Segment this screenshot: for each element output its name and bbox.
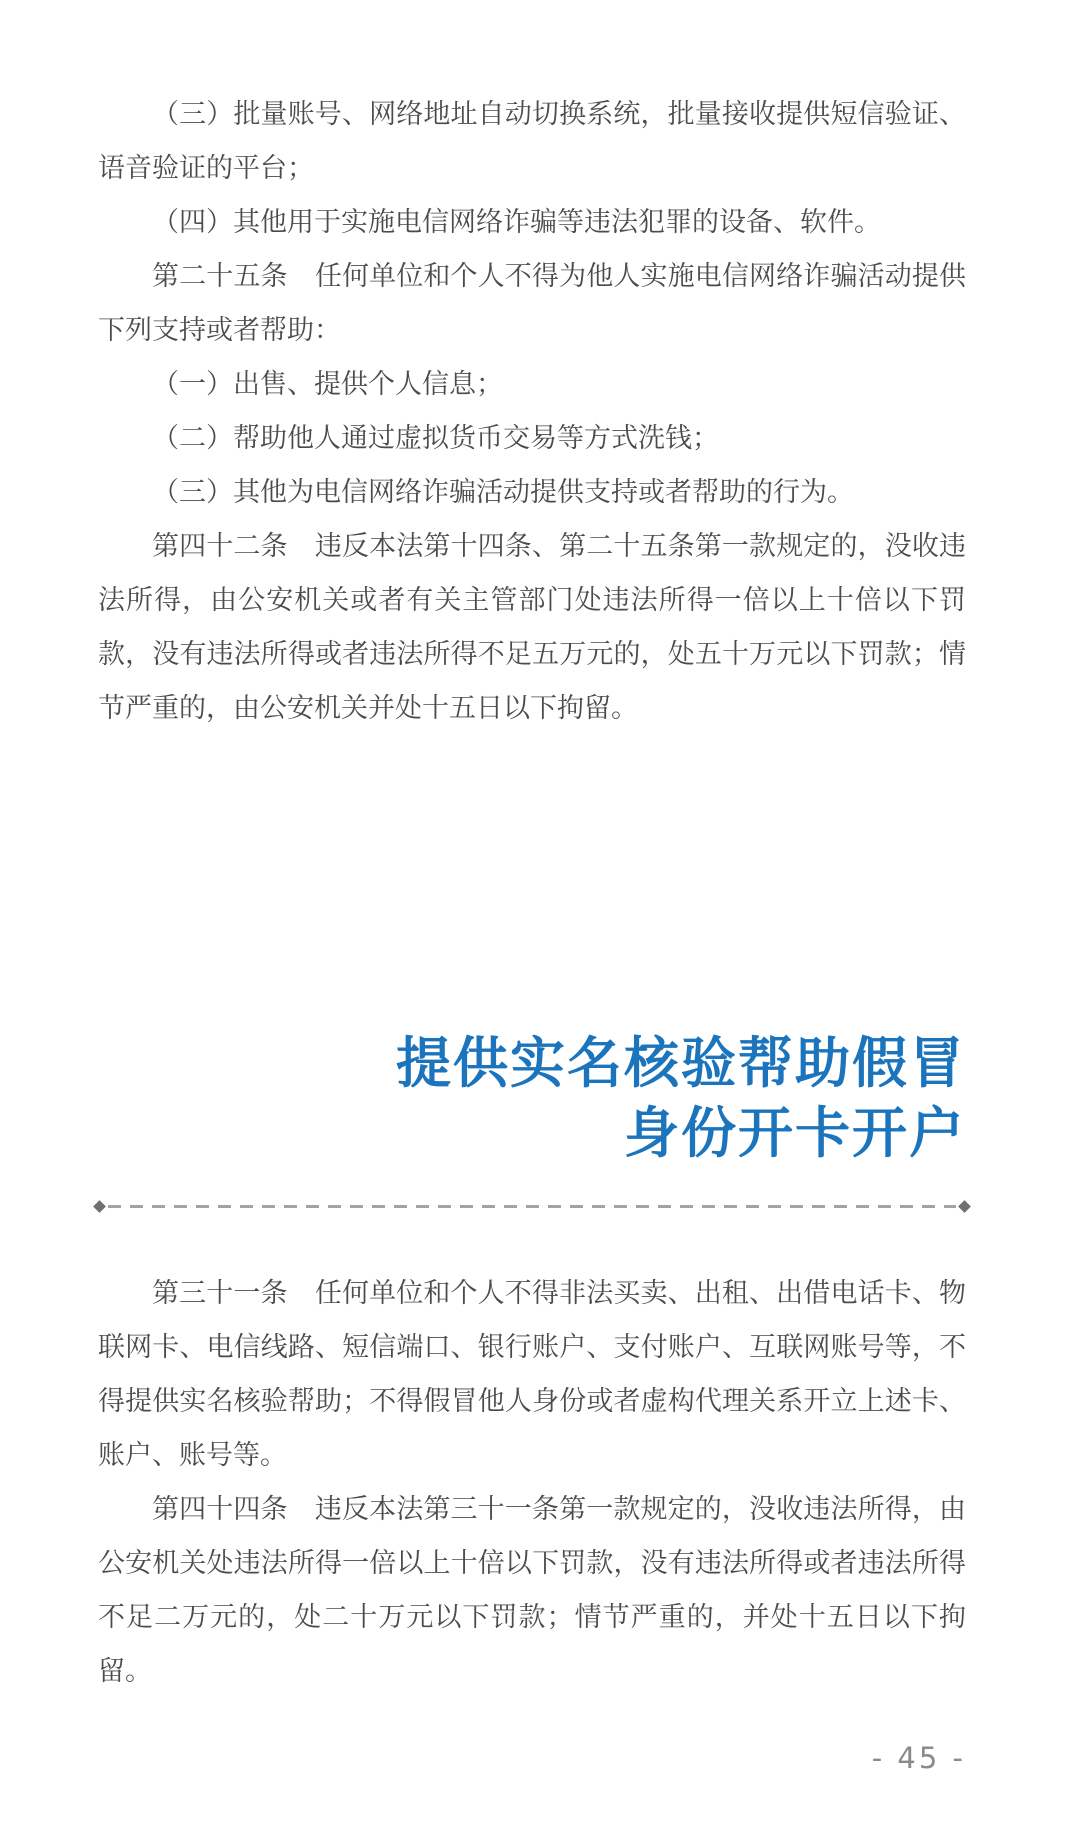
dashed-separator	[95, 1201, 969, 1212]
paragraph: 第三十一条 任何单位和个人不得非法买卖、出租、出借电话卡、物联网卡、电信线路、短信端口、银行账户、支付账户、互联网账号等，不得提供实名核验帮助；不得假冒他人身份或者虚构代理关系开立上述卡、账户、账号等。	[98, 1278, 966, 1471]
paragraph: （四）其他用于实施电信网络诈骗等违法犯罪的设备、软件。	[152, 207, 881, 238]
paragraph: （三）其他为电信网络诈骗活动提供支持或者帮助的行为。	[152, 477, 854, 508]
paragraph: 第四十二条 违反本法第十四条、第二十五条第一款规定的，没收违法所得，由公安机关或者有关主管部门处违法所得一倍以上十倍以下罚款，没有违法所得或者违法所得不足五万元的，处五十万元以下罚款；情节严重的，由公安机关并处十五日以下拘留。	[98, 531, 966, 724]
section-heading-line-2: 身份开卡开户	[623, 1101, 966, 1165]
paragraph: （一）出售、提供个人信息；	[152, 369, 503, 400]
paragraph: （三）批量账号、网络地址自动切换系统，批量接收提供短信验证、语音验证的平台；	[98, 99, 966, 184]
page-number: - 45 -	[871, 1741, 966, 1775]
paragraph: 第二十五条 任何单位和个人不得为他人实施电信网络诈骗活动提供下列支持或者帮助：	[98, 261, 966, 346]
section-heading	[98, 1028, 966, 1168]
separator-diamond-left-icon	[93, 1200, 106, 1213]
page-footer	[98, 1740, 966, 1776]
body-paragraphs-bottom	[98, 1267, 966, 1699]
section-heading-line-1: 提供实名核验帮助假冒	[395, 1031, 966, 1095]
separator-dashes	[108, 1205, 956, 1208]
paragraph: 第四十四条 违反本法第三十一条第一款规定的，没收违法所得，由公安机关处违法所得一倍以上十倍以下罚款，没有违法所得或者违法所得不足二万元的，处二十万元以下罚款；情节严重的，并处十五日以下拘留。	[98, 1494, 966, 1687]
paragraph: （二）帮助他人通过虚拟货币交易等方式洗钱；	[152, 423, 719, 454]
separator-diamond-right-icon	[958, 1200, 971, 1213]
body-paragraphs-top	[98, 88, 966, 736]
